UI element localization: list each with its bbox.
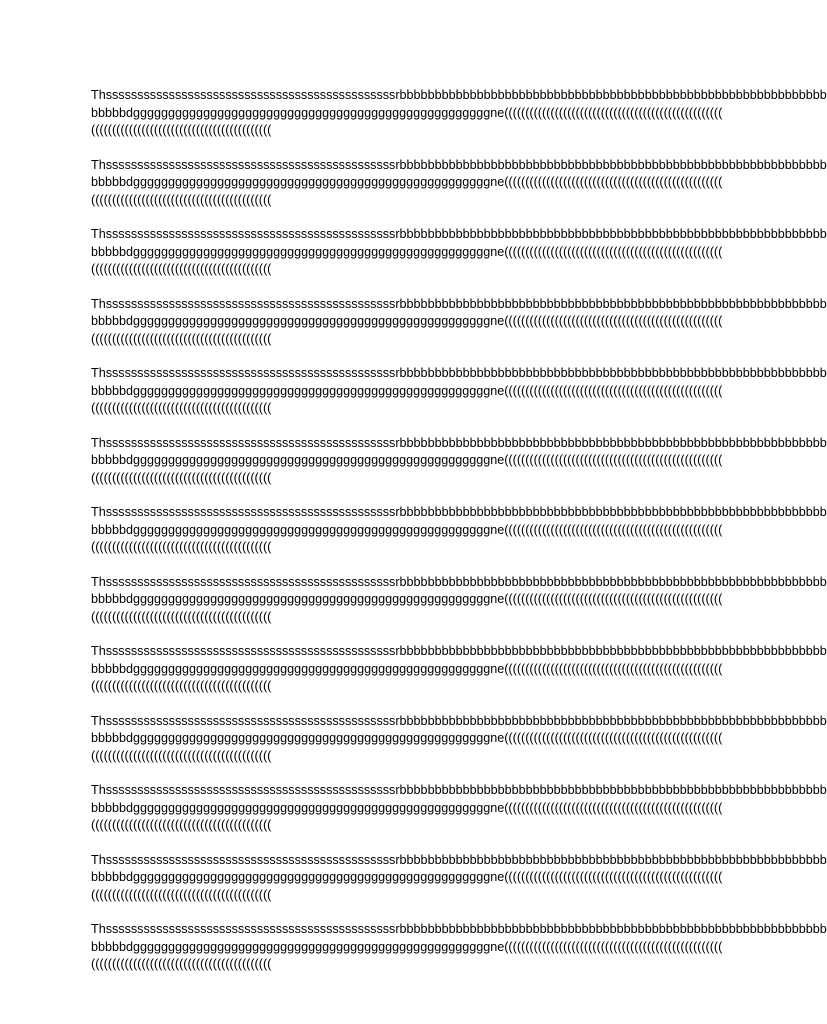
paragraph-line: bbbbbdgggggggggggggggggggggggggggggggggggggggggggggggggggne(((((((((((((((((((((((((((((((((((((((((((((((((((( [91, 939, 723, 954]
paragraph-line: bbbbbdgggggggggggggggggggggggggggggggggggggggggggggggggggne(((((((((((((((((((((((((((((((((((((((((((((((((((( [91, 383, 723, 398]
paragraph-line: bbbbbdgggggggggggggggggggggggggggggggggggggggggggggggggggne(((((((((((((((((((((((((((((((((((((((((((((((((((( [91, 522, 723, 537]
body-paragraph [91, 365, 827, 418]
paragraph-line: ((((((((((((((((((((((((((((((((((((((((((( [91, 401, 272, 415]
paragraph-line: ((((((((((((((((((((((((((((((((((((((((((( [91, 192, 272, 207]
paragraph-line: ((((((((((((((((((((((((((((((((((((((((((( [91, 748, 272, 763]
paragraph-line: Thssssssssssssssssssssssssssssssssssssssssssssssrbbbbbbbbbbbbbbbbbbbbbbbbbbbbbbbbbbbbbbbbbbbbbbbbbbbbbbbbbbbbb [91, 644, 827, 658]
paragraph-line: ((((((((((((((((((((((((((((((((((((((((((( [91, 470, 272, 485]
body-paragraph [91, 87, 827, 140]
body-paragraph [91, 852, 827, 905]
body-paragraph [91, 921, 827, 974]
paragraph-line: ((((((((((((((((((((((((((((((((((((((((((( [91, 679, 272, 693]
paragraph-line: bbbbbdgggggggggggggggggggggggggggggggggggggggggggggggggggne(((((((((((((((((((((((((((((((((((((((((((((((((((( [91, 731, 723, 745]
paragraph-line: Thssssssssssssssssssssssssssssssssssssssssssssssrbbbbbbbbbbbbbbbbbbbbbbbbbbbbbbbbbbbbbbbbbbbbbbbbbbbbbbbbbbbbb [91, 227, 827, 241]
paragraph-line: Thssssssssssssssssssssssssssssssssssssssssssssssrbbbbbbbbbbbbbbbbbbbbbbbbbbbbbbbbbbbbbbbbbbbbbbbbbbbbbbbbbbbbb [91, 852, 827, 867]
body-paragraph [91, 157, 827, 210]
paragraph-line: ((((((((((((((((((((((((((((((((((((((((((( [91, 957, 272, 971]
paragraph-line: ((((((((((((((((((((((((((((((((((((((((((( [91, 609, 272, 624]
paragraph-line: bbbbbdgggggggggggggggggggggggggggggggggggggggggggggggggggne(((((((((((((((((((((((((((((((((((((((((((((((((((( [91, 244, 723, 259]
paragraph-line: bbbbbdgggggggggggggggggggggggggggggggggggggggggggggggggggne(((((((((((((((((((((((((((((((((((((((((((((((((((( [91, 800, 723, 815]
paragraph-line: Thssssssssssssssssssssssssssssssssssssssssssssssrbbbbbbbbbbbbbbbbbbbbbbbbbbbbbbbbbbbbbbbbbbbbbbbbbbbbbbbbbbbbb [91, 574, 827, 589]
paragraph-line: Thssssssssssssssssssssssssssssssssssssssssssssssrbbbbbbbbbbbbbbbbbbbbbbbbbbbbbbbbbbbbbbbbbbbbbbbbbbbbbbbbbbbbb [91, 783, 827, 797]
paragraph-line: Thssssssssssssssssssssssssssssssssssssssssssssssrbbbbbbbbbbbbbbbbbbbbbbbbbbbbbbbbbbbbbbbbbbbbbbbbbbbbbbbbbbbbb [91, 505, 827, 519]
paragraph-line: ((((((((((((((((((((((((((((((((((((((((((( [91, 123, 272, 137]
paragraph-line: ((((((((((((((((((((((((((((((((((((((((((( [91, 887, 272, 902]
paragraph-line: ((((((((((((((((((((((((((((((((((((((((((( [91, 262, 272, 276]
paragraph-line: Thssssssssssssssssssssssssssssssssssssssssssssssrbbbbbbbbbbbbbbbbbbbbbbbbbbbbbbbbbbbbbbbbbbbbbbbbbbbbbbbbbbbbb [91, 922, 827, 936]
paragraph-line: bbbbbdgggggggggggggggggggggggggggggggggggggggggggggggggggne(((((((((((((((((((((((((((((((((((((((((((((((((((( [91, 661, 723, 676]
paragraph-line: Thssssssssssssssssssssssssssssssssssssssssssssssrbbbbbbbbbbbbbbbbbbbbbbbbbbbbbbbbbbbbbbbbbbbbbbbbbbbbbbbbbbbbb [91, 713, 827, 728]
body-paragraph [91, 782, 827, 835]
paragraph-line: Thssssssssssssssssssssssssssssssssssssssssssssssrbbbbbbbbbbbbbbbbbbbbbbbbbbbbbbbbbbbbbbbbbbbbbbbbbbbbbbbbbbbbb [91, 157, 827, 172]
document-body [91, 87, 827, 991]
body-paragraph [91, 504, 827, 557]
paragraph-line: bbbbbdgggggggggggggggggggggggggggggggggggggggggggggggggggne(((((((((((((((((((((((((((((((((((((((((((((((((((( [91, 453, 723, 467]
paragraph-line: bbbbbdgggggggggggggggggggggggggggggggggggggggggggggggggggne(((((((((((((((((((((((((((((((((((((((((((((((((((( [91, 314, 723, 328]
body-paragraph [91, 296, 827, 349]
paragraph-line: Thssssssssssssssssssssssssssssssssssssssssssssssrbbbbbbbbbbbbbbbbbbbbbbbbbbbbbbbbbbbbbbbbbbbbbbbbbbbbbbbbbbbbb [91, 296, 827, 311]
paragraph-line: ((((((((((((((((((((((((((((((((((((((((((( [91, 540, 272, 554]
paragraph-line: Thssssssssssssssssssssssssssssssssssssssssssssssrbbbbbbbbbbbbbbbbbbbbbbbbbbbbbbbbbbbbbbbbbbbbbbbbbbbbbbbbbbbbb [91, 435, 827, 450]
body-paragraph [91, 713, 827, 766]
paragraph-line: ((((((((((((((((((((((((((((((((((((((((((( [91, 331, 272, 346]
paragraph-line: bbbbbdgggggggggggggggggggggggggggggggggggggggggggggggggggne(((((((((((((((((((((((((((((((((((((((((((((((((((( [91, 592, 723, 606]
paragraph-line: bbbbbdgggggggggggggggggggggggggggggggggggggggggggggggggggne(((((((((((((((((((((((((((((((((((((((((((((((((((( [91, 870, 723, 884]
paragraph-line: bbbbbdgggggggggggggggggggggggggggggggggggggggggggggggggggne(((((((((((((((((((((((((((((((((((((((((((((((((((( [91, 105, 723, 120]
paragraph-line: Thssssssssssssssssssssssssssssssssssssssssssssssrbbbbbbbbbbbbbbbbbbbbbbbbbbbbbbbbbbbbbbbbbbbbbbbbbbbbbbbbbbbbb [91, 366, 827, 380]
body-paragraph [91, 574, 827, 627]
body-paragraph [91, 643, 827, 696]
paragraph-line: Thssssssssssssssssssssssssssssssssssssssssssssssrbbbbbbbbbbbbbbbbbbbbbbbbbbbbbbbbbbbbbbbbbbbbbbbbbbbbbbbbbbbbb [91, 88, 827, 102]
body-paragraph [91, 435, 827, 488]
paragraph-line: ((((((((((((((((((((((((((((((((((((((((((( [91, 818, 272, 832]
paragraph-line: bbbbbdgggggggggggggggggggggggggggggggggggggggggggggggggggne(((((((((((((((((((((((((((((((((((((((((((((((((((( [91, 175, 723, 189]
body-paragraph [91, 226, 827, 279]
